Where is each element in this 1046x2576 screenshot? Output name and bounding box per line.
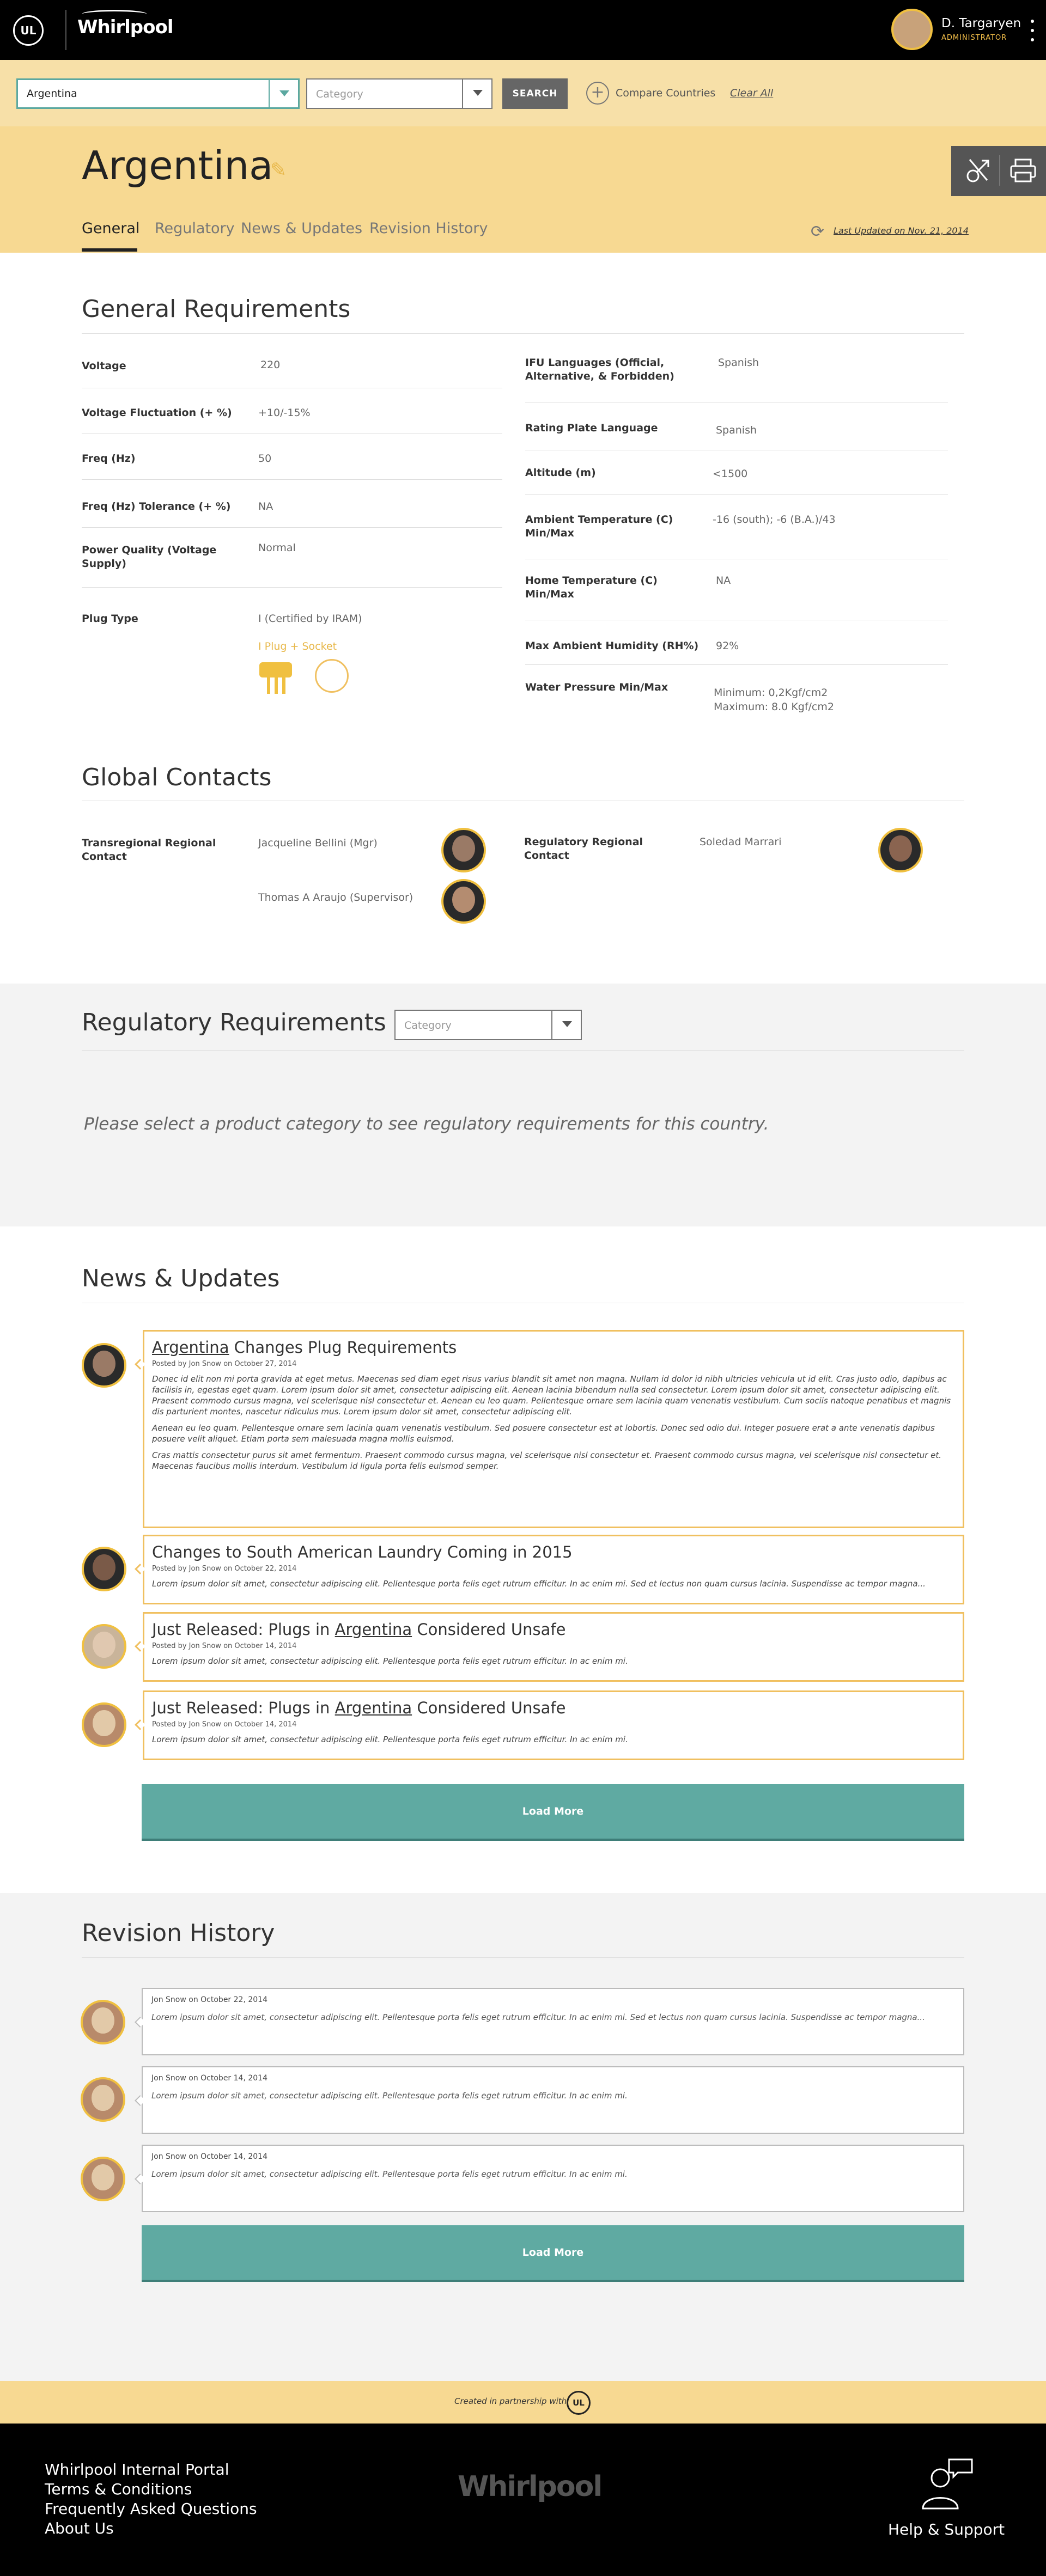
author-avatar[interactable] [82,1547,126,1591]
refresh-icon[interactable]: ⟳ [811,222,825,241]
contact-name[interactable]: Soledad Marrari [700,836,782,848]
active-tab-indicator [82,248,137,252]
author-avatar[interactable] [82,1343,126,1388]
news-body: Lorem ipsum dolor sit amet, consectetur adipiscing elit. Pellentesque porta felis eget rutrum efficitur. In ac enim mi. [152,1656,628,1666]
water-pressure-label: Water Pressure Min/Max [525,681,668,693]
tab-revision-history[interactable]: Revision History [369,220,488,237]
news-meta [152,1360,963,1368]
news-title-text: Considered Unsafe [412,1620,566,1639]
author-avatar[interactable] [82,1624,126,1669]
author-avatar[interactable] [81,2077,125,2122]
revision-section [0,1893,1046,2381]
water-pressure-max: Maximum: 8.0 Kgf/cm2 [714,701,834,713]
contact-name[interactable]: Thomas A Araujo (Supervisor) [258,892,413,904]
news-title-link[interactable]: Argentina [335,1699,412,1717]
rating-plate-language-value: Spanish [716,424,757,436]
news-meta [152,1565,963,1573]
ul-logo: UL [567,2391,591,2415]
plus-icon[interactable]: + [586,82,609,105]
regulatory-requirements-title: Regulatory Requirements [82,1009,386,1036]
revision-text: Lorem ipsum dolor sit amet, consectetur adipiscing elit. Pellentesque porta felis eget rutrum efficitur. In ac enim mi. [151,2091,628,2101]
revision-card[interactable] [142,1988,964,2055]
user-avatar[interactable] [891,9,933,50]
news-on: on [223,1360,233,1368]
power-quality-label: Power Quality (Voltage Supply) [82,544,217,570]
voltage-fluctuation-value: +10/-15% [258,407,311,419]
plug-type-value: I (Certified by IRAM) [258,613,362,625]
tab-news-updates[interactable]: News & Updates [241,220,363,237]
help-support-link[interactable]: Help & Support [888,2520,1005,2538]
news-card[interactable] [143,1330,964,1528]
partnership-bar [0,2381,1046,2424]
news-body: Lorem ipsum dolor sit amet, consectetur adipiscing elit. Pellentesque porta felis eget rutrum efficitur. In ac enim mi. [152,1735,628,1744]
contact-avatar[interactable] [441,879,486,924]
news-title[interactable] [152,1699,963,1717]
footer-link-internal-portal[interactable]: Whirlpool Internal Portal [45,2461,229,2479]
news-card[interactable] [143,1690,964,1760]
news-title-text: Changes to South American Laundry Coming in 2015 [152,1543,573,1561]
compare-countries-link[interactable]: Compare Countries [616,87,716,99]
row-divider [82,527,502,528]
ifu-languages-value: Spanish [718,357,759,369]
tab-regulatory[interactable]: Regulatory [155,220,235,237]
news-posted-by: Posted by [152,1565,187,1573]
section-divider [82,333,964,334]
author-avatar[interactable] [81,2157,125,2201]
footer-link-terms[interactable]: Terms & Conditions [45,2480,192,2498]
revision-on: on [188,2074,198,2083]
max-ambient-humidity-value: 92% [716,640,739,652]
category-select[interactable] [306,78,492,109]
regulatory-contact-label: Regulatory Regional Contact [524,836,643,862]
altitude-label: Altitude (m) [525,467,596,479]
news-title-link[interactable]: Argentina [152,1338,229,1357]
revision-author: Jon Snow [151,1995,186,2004]
revisions-load-more-button[interactable]: Load More [142,2225,964,2282]
ifu-languages-label: IFU Languages (Official, Alternative, & Forbidden) [525,357,674,382]
freq-tolerance-label: Freq (Hz) Tolerance (+ %) [82,500,231,512]
news-on: on [223,1720,233,1729]
global-contacts-title: Global Contacts [82,764,272,791]
revision-meta [151,2074,963,2083]
revision-text: Lorem ipsum dolor sit amet, consectetur adipiscing elit. Pellentesque porta felis eget rutrum efficitur. In ac enim mi. [151,2169,628,2179]
water-pressure-min: Minimum: 0,2Kgf/cm2 [714,687,828,699]
plug-icon [258,659,293,695]
revision-author: Jon Snow [151,2152,186,2161]
power-quality-value: Normal [258,542,296,554]
news-body: Donec id elit non mi porta gravida at eget metus. Maecenas sed diam eget risus varius blandit sit amet non magna. Nullam id dolor id nibh ultricies vehicula ut id elit. Cras justo odio, dapibus ac facilisis in, egestas eget quam. Lorem ipsum dolor sit amet, consectetur adipiscing elit. Aenean lacinia bibendum nulla sed consectetur. Lorem ipsum dolor sit amet, consectetur adipiscing elit. Praesent commodo cursus magna, vel scelerisque nisl consectetur et. Aenean eu leo quam. Pellentesque ornare sem lacinia quam venenatis vestibulum. Cum sociis natoque penatibus et magnis dis parturient montes, nascetur ridiculus mus. Lorem ipsum dolor sit amet, consectetur adipiscing elit. [152,1374,951,1417]
news-title[interactable] [152,1620,963,1639]
ambient-temperature-label: Ambient Temperature (C) Min/Max [525,514,673,539]
news-posted-by: Posted by [152,1720,187,1729]
kebab-menu-icon[interactable] [1031,20,1034,41]
regulatory-category-select[interactable] [394,1010,582,1040]
revision-meta [151,1995,963,2004]
revision-date: October 22, 2014 [200,1995,267,2004]
contact-avatar[interactable] [441,828,486,872]
row-divider [525,664,948,665]
news-title[interactable] [152,1543,963,1561]
contact-name[interactable]: Jacqueline Bellini (Mgr) [258,837,378,849]
news-date: October 22, 2014 [234,1565,297,1573]
news-meta [152,1642,963,1650]
help-support-icon[interactable] [915,2456,975,2511]
socket-icon [315,659,349,693]
revision-card[interactable] [142,2066,964,2134]
revision-date: October 14, 2014 [200,2152,267,2161]
home-temperature-label: Home Temperature (C) Min/Max [525,575,658,600]
revision-on: on [188,2152,198,2161]
country-select-value: Argentina [27,88,77,100]
news-author: Jon Snow [188,1642,221,1650]
freq-tolerance-value: NA [258,500,273,512]
revision-meta [151,2152,963,2161]
news-author: Jon Snow [188,1720,221,1729]
news-updates-title: News & Updates [82,1265,280,1292]
author-avatar[interactable] [81,2000,125,2044]
revision-author: Jon Snow [151,2074,186,2083]
empty-state-message: Please select a product category to see regulatory requirements for this country. [84,1114,769,1134]
revision-on: on [188,1995,198,2004]
contact-avatar[interactable] [878,828,923,872]
news-date: October 14, 2014 [234,1642,297,1650]
news-body: Aenean eu leo quam. Pellentesque ornare sem lacinia quam venenatis vestibulum. Sed posuere consectetur est at lobortis. Donec sed odio dui. Integer posuere erat a ante venenatis dapibus posuere velit aliquet. Etiam porta sem malesuada magna mollis euismod. [152,1423,935,1444]
footer-whirlpool-logo: Whirlpool [458,2470,602,2503]
freq-label: Freq (Hz) [82,453,136,465]
revision-card[interactable] [142,2145,964,2212]
news-body: Cras mattis consectetur purus sit amet fermentum. Praesent commodo cursus magna, vel scelerisque nisl consectetur et. Praesent commodo cursus magna, vel scelerisque nisl consectetur et. Maecenas faucibus mollis interdum. Vestibulum id ligula porta felis euismod semper. [152,1450,942,1471]
voltage-value: 220 [260,359,281,371]
user-name[interactable]: D. Targaryen [941,16,1021,30]
logo-divider [65,10,66,50]
chevron-down-icon[interactable] [269,80,298,107]
plug-type-label: Plug Type [82,613,138,625]
print-icon[interactable] [1008,155,1038,186]
plug-socket-link[interactable]: I Plug + Socket [258,640,337,652]
pencil-icon[interactable]: ✎ [270,159,287,181]
ul-logo[interactable]: UL [13,15,44,46]
row-divider [82,479,502,480]
author-avatar[interactable] [82,1702,126,1747]
news-author: Jon Snow [188,1360,221,1368]
country-select[interactable] [16,78,300,109]
section-divider [82,1050,964,1051]
news-author: Jon Snow [188,1565,221,1573]
section-divider [82,1957,964,1958]
tab-general[interactable]: General [82,220,140,237]
revision-date: October 14, 2014 [200,2074,267,2083]
footer-link-faq[interactable]: Frequently Asked Questions [45,2500,257,2518]
row-divider [82,587,502,588]
user-role: ADMINISTRATOR [941,34,1007,42]
news-date: October 27, 2014 [234,1360,297,1368]
freq-value: 50 [258,453,272,465]
chevron-down-icon[interactable] [462,80,491,108]
news-load-more-button[interactable]: Load More [142,1784,964,1841]
last-updated-link[interactable]: Last Updated on Nov. 21, 2014 [834,225,969,236]
category-select-placeholder: Category [316,88,363,100]
news-body: Lorem ipsum dolor sit amet, consectetur adipiscing elit. Pellentesque porta felis eget rutrum efficitur. In ac enim mi. Sed et lectus non quam cursus lacinia. Suspendisse ac tempor magna... [152,1579,926,1589]
news-date: October 14, 2014 [234,1720,297,1729]
regulatory-category-placeholder: Category [404,1020,452,1031]
max-ambient-humidity-label: Max Ambient Humidity (RH%) [525,640,699,652]
chevron-down-icon[interactable] [551,1011,581,1039]
rating-plate-language-label: Rating Plate Language [525,422,658,434]
revision-text: Lorem ipsum dolor sit amet, consectetur adipiscing elit. Pellentesque porta felis eget rutrum efficitur. In ac enim mi. Sed et lectus non quam cursus lacinia. Suspendisse ac tempor magna... [151,2012,925,2022]
voltage-fluctuation-label: Voltage Fluctuation (+ %) [82,407,232,419]
news-title-prefix: Just Released: Plugs in [152,1620,335,1639]
page-title: Argentina [82,143,273,188]
revision-history-title: Revision History [82,1919,275,1947]
footer-link-about[interactable]: About Us [45,2519,114,2537]
clear-all-link[interactable]: Clear All [730,87,774,99]
news-title-link[interactable]: Argentina [335,1620,412,1639]
news-posted-by: Posted by [152,1360,187,1368]
news-posted-by: Posted by [152,1642,187,1650]
news-title[interactable] [152,1338,963,1357]
news-title-prefix: Just Released: Plugs in [152,1699,335,1717]
whirlpool-logo[interactable]: Whirlpool [77,16,173,38]
news-meta [152,1720,963,1729]
search-button[interactable]: SEARCH [502,78,568,109]
news-card[interactable] [143,1535,964,1604]
news-title-text: Changes Plug Requirements [229,1338,457,1357]
news-title-text: Considered Unsafe [412,1699,566,1717]
altitude-value: <1500 [713,468,748,480]
action-divider [999,155,1000,186]
ambient-temperature-value: -16 (south); -6 (B.A.)/43 [713,514,836,526]
news-card[interactable] [143,1612,964,1682]
home-temperature-value: NA [716,575,731,587]
general-requirements-title: General Requirements [82,295,351,323]
news-on: on [223,1642,233,1650]
compare-icon[interactable] [963,155,996,186]
news-on: on [223,1565,233,1573]
voltage-label: Voltage [82,360,126,372]
partnership-text: Created in partnership with [454,2396,567,2406]
transregional-contact-label: Transregional Regional Contact [82,837,216,863]
